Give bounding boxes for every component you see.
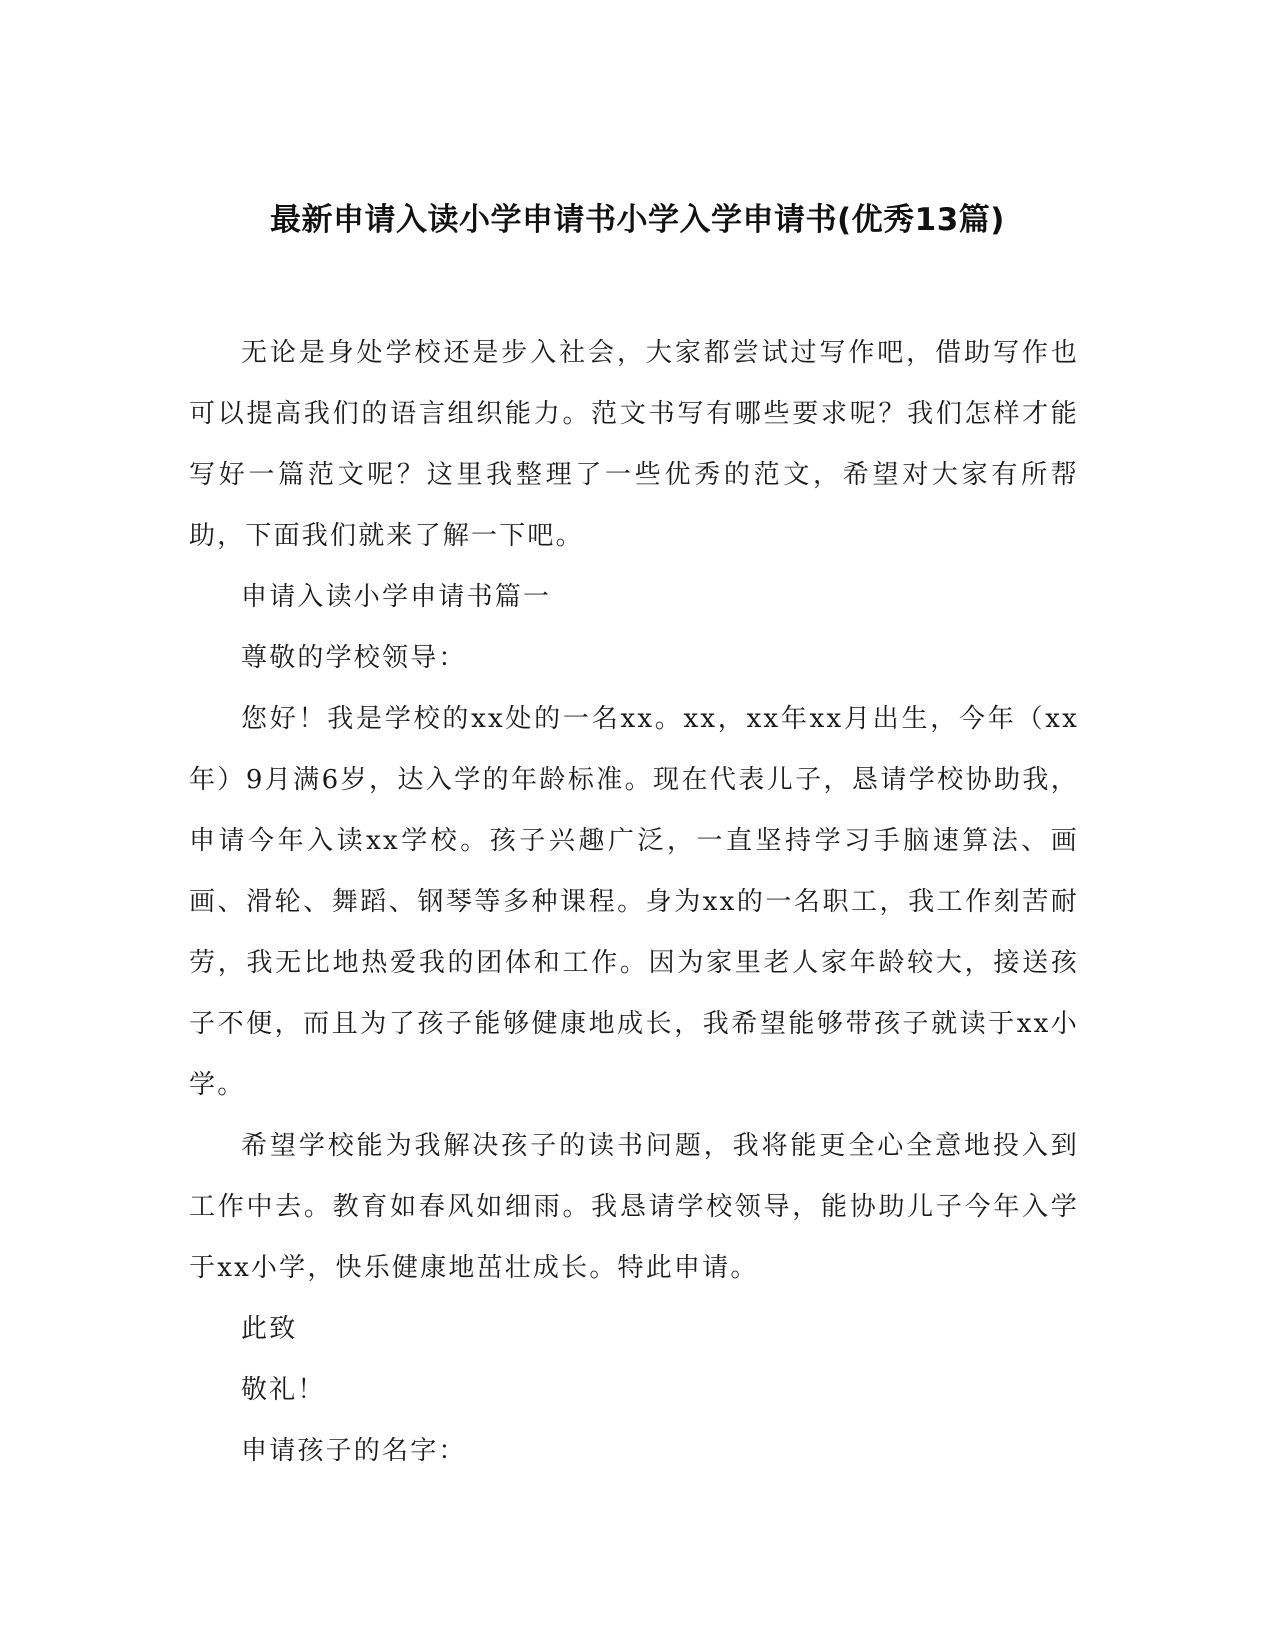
intro-paragraph: 无论是身处学校还是步入社会，大家都尝试过写作吧，借助写作也可以提高我们的语言组织能力。范文书写有哪些要求呢？我们怎样才能写好一篇范文呢？这里我整理了一些优秀的范文，希望对大家有所帮助，下面我们就来了解一下吧。: [189, 338, 1079, 551]
salutation: 尊敬的学校领导：: [241, 643, 467, 673]
document-title: 最新申请入读小学申请书小学入学申请书(优秀13篇): [270, 202, 1005, 238]
body-paragraph: 希望学校能为我解决孩子的读书问题，我将能更全心全意地投入到工作中去。教育如春风如细雨。我恳请学校领导，能协助儿子今年入学于xx小学，快乐健康地茁壮成长。特此申请。: [189, 1131, 1079, 1283]
document-body: [189, 323, 1079, 1482]
closing-line: 此致: [241, 1314, 298, 1344]
applicant-name-label: 申请孩子的名字：: [241, 1436, 467, 1466]
body-paragraph: 您好！我是学校的xx处的一名xx。xx，xx年xx月出生，今年（xx年）9月满6岁，达入学的年龄标准。现在代表儿子，恳请学校协助我，申请今年入读xx学校。孩子兴趣广泛，一直坚持学习手脑速算法、画画、滑轮、舞蹈、钢琴等多种课程。身为xx的一名职工，我工作刻苦耐劳，我无比地热爱我的团体和工作。因为家里老人家年龄较大，接送孩子不便，而且为了孩子能够健康地成长，我希望能够带孩子就读于xx小学。: [189, 704, 1079, 1100]
closing-salute: 敬礼！: [241, 1375, 326, 1405]
section-heading: 申请入读小学申请书篇一: [241, 582, 552, 612]
